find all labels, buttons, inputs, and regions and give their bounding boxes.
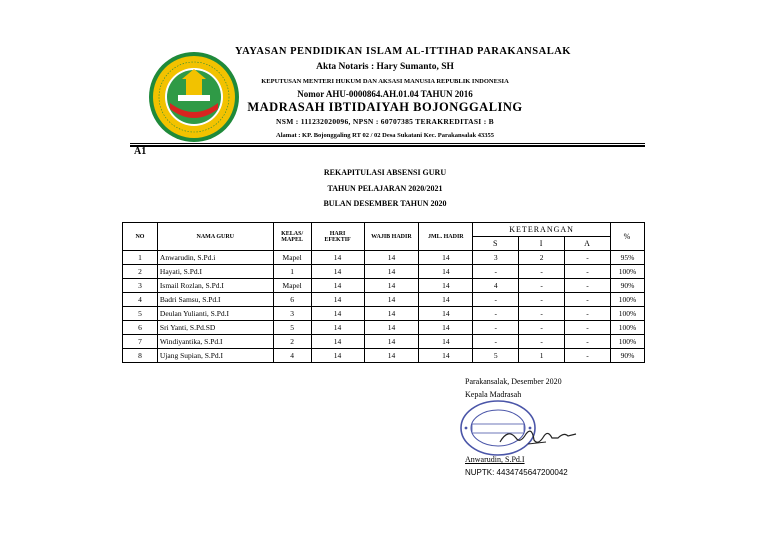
class-subject: Mapel — [273, 251, 311, 265]
effective-days: 14 — [311, 251, 364, 265]
total-present: 14 — [419, 335, 473, 349]
foundation-name: YAYASAN PENDIDIKAN ISLAM AL-ITTIHAD PARAKANSALAK — [235, 46, 571, 57]
sick-count: - — [473, 307, 519, 321]
effective-days: 14 — [311, 293, 364, 307]
class-subject: 6 — [273, 293, 311, 307]
absent-count: - — [565, 349, 611, 363]
required-attendance: 14 — [364, 307, 419, 321]
total-present: 14 — [419, 349, 473, 363]
school-logo — [148, 51, 240, 143]
required-attendance: 14 — [364, 265, 419, 279]
permit-count: - — [519, 307, 565, 321]
row-no: 8 — [123, 349, 158, 363]
table-row — [123, 251, 645, 265]
required-attendance: 14 — [364, 293, 419, 307]
required-attendance: 14 — [364, 251, 419, 265]
row-no: 6 — [123, 321, 158, 335]
teacher-name: Ismail Rozlan, S.Pd.I — [157, 279, 273, 293]
teacher-name: Deulan Yulianti, S.Pd.I — [157, 307, 273, 321]
school-address: Alamat : KP. Bojonggaling RT 02 / 02 Desa Sukatani Kec. Parakansalak 43355 — [276, 132, 494, 139]
col-header-class: KELAS/ MAPEL — [273, 223, 311, 251]
row-no: 1 — [123, 251, 158, 265]
teacher-name: Windiyantika, S.Pd.I — [157, 335, 273, 349]
row-no: 5 — [123, 307, 158, 321]
attendance-percent: 100% — [610, 265, 644, 279]
sick-count: 3 — [473, 251, 519, 265]
permit-count: - — [519, 279, 565, 293]
table-row — [123, 349, 645, 363]
table-row — [123, 335, 645, 349]
col-header-permit: I — [519, 237, 565, 251]
attendance-percent: 95% — [610, 251, 644, 265]
table-header-row — [123, 223, 645, 237]
total-present: 14 — [419, 279, 473, 293]
col-header-name: NAMA GURU — [157, 223, 273, 251]
required-attendance: 14 — [364, 321, 419, 335]
sick-count: - — [473, 265, 519, 279]
col-header-effective-days: HARI EFEKTIF — [311, 223, 364, 251]
class-subject: 3 — [273, 307, 311, 321]
permit-count: - — [519, 335, 565, 349]
effective-days: 14 — [311, 321, 364, 335]
permit-count: - — [519, 321, 565, 335]
class-subject: 4 — [273, 349, 311, 363]
teacher-name: Badri Samsu, S.Pd.I — [157, 293, 273, 307]
effective-days: 14 — [311, 335, 364, 349]
absent-count: - — [565, 321, 611, 335]
permit-count: - — [519, 265, 565, 279]
attendance-percent: 90% — [610, 279, 644, 293]
attendance-percent: 90% — [610, 349, 644, 363]
teacher-name: Ujang Supian, S.Pd.I — [157, 349, 273, 363]
letterhead-divider-thick — [130, 145, 645, 147]
class-subject: 5 — [273, 321, 311, 335]
teacher-name: Hayati, S.Pd.I — [157, 265, 273, 279]
signer-position: Kepala Madrasah — [465, 390, 522, 399]
required-attendance: 14 — [364, 279, 419, 293]
class-subject: 2 — [273, 335, 311, 349]
teacher-name: Anwarudin, S.Pd.i — [157, 251, 273, 265]
total-present: 14 — [419, 293, 473, 307]
table-row — [123, 265, 645, 279]
attendance-percent: 100% — [610, 321, 644, 335]
table-row — [123, 279, 645, 293]
effective-days: 14 — [311, 279, 364, 293]
required-attendance: 14 — [364, 335, 419, 349]
effective-days: 14 — [311, 265, 364, 279]
report-title: REKAPITULASI ABSENSI GURU — [323, 168, 447, 177]
sick-count: - — [473, 321, 519, 335]
ministerial-decree: KEPUTUSAN MENTERI HUKUM DAN AKSASI MANUSIA REPUBLIK INDONESIA — [261, 78, 509, 85]
total-present: 14 — [419, 321, 473, 335]
school-identifiers: NSM : 111232020096, NPSN : 60707385 TERAKREDITASI : B — [276, 117, 494, 126]
attendance-percent: 100% — [610, 293, 644, 307]
effective-days: 14 — [311, 307, 364, 321]
total-present: 14 — [419, 251, 473, 265]
row-no: 4 — [123, 293, 158, 307]
class-subject: Mapel — [273, 279, 311, 293]
col-header-percent: % — [610, 223, 644, 251]
absent-count: - — [565, 265, 611, 279]
sick-count: - — [473, 293, 519, 307]
total-present: 14 — [419, 307, 473, 321]
required-attendance: 14 — [364, 349, 419, 363]
col-header-required: WAJIB HADIR — [364, 223, 419, 251]
col-header-no: NO — [123, 223, 158, 251]
table-row — [123, 307, 645, 321]
table-row — [123, 321, 645, 335]
attendance-table — [122, 222, 645, 363]
document-code: A1 — [134, 146, 147, 157]
table-row — [123, 293, 645, 307]
total-present: 14 — [419, 265, 473, 279]
signer-name: Anwarudin, S.Pd.I — [465, 455, 525, 464]
col-header-present: JML. HADIR — [419, 223, 473, 251]
sick-count: 4 — [473, 279, 519, 293]
place-date: Parakansalak, Desember 2020 — [465, 377, 562, 386]
row-no: 3 — [123, 279, 158, 293]
school-name: MADRASAH IBTIDAIYAH BOJONGGALING — [247, 100, 523, 114]
permit-count: 2 — [519, 251, 565, 265]
absent-count: - — [565, 251, 611, 265]
teacher-name: Sri Yanti, S.Pd.SD — [157, 321, 273, 335]
absent-count: - — [565, 293, 611, 307]
attendance-percent: 100% — [610, 307, 644, 321]
decree-number: Nomor AHU-0000864.AH.01.04 TAHUN 2016 — [297, 89, 473, 99]
col-header-absent: A — [565, 237, 611, 251]
row-no: 7 — [123, 335, 158, 349]
report-month: BULAN DESEMBER TAHUN 2020 — [323, 199, 447, 208]
permit-count: 1 — [519, 349, 565, 363]
effective-days: 14 — [311, 349, 364, 363]
absent-count: - — [565, 307, 611, 321]
col-header-notes: KETERANGAN — [473, 223, 611, 237]
row-no: 2 — [123, 265, 158, 279]
col-header-sick: S — [473, 237, 519, 251]
absent-count: - — [565, 279, 611, 293]
signer-nuptk: NUPTK: 4434745647200042 — [465, 468, 568, 477]
sick-count: 5 — [473, 349, 519, 363]
handwritten-signature — [498, 424, 578, 450]
letterhead-divider — [130, 143, 645, 144]
permit-count: - — [519, 293, 565, 307]
sick-count: - — [473, 335, 519, 349]
notary-deed: Akta Notaris : Hary Sumanto, SH — [316, 62, 454, 72]
academic-year: TAHUN PELAJARAN 2020/2021 — [327, 184, 443, 193]
class-subject: 1 — [273, 265, 311, 279]
attendance-percent: 100% — [610, 335, 644, 349]
absent-count: - — [565, 335, 611, 349]
